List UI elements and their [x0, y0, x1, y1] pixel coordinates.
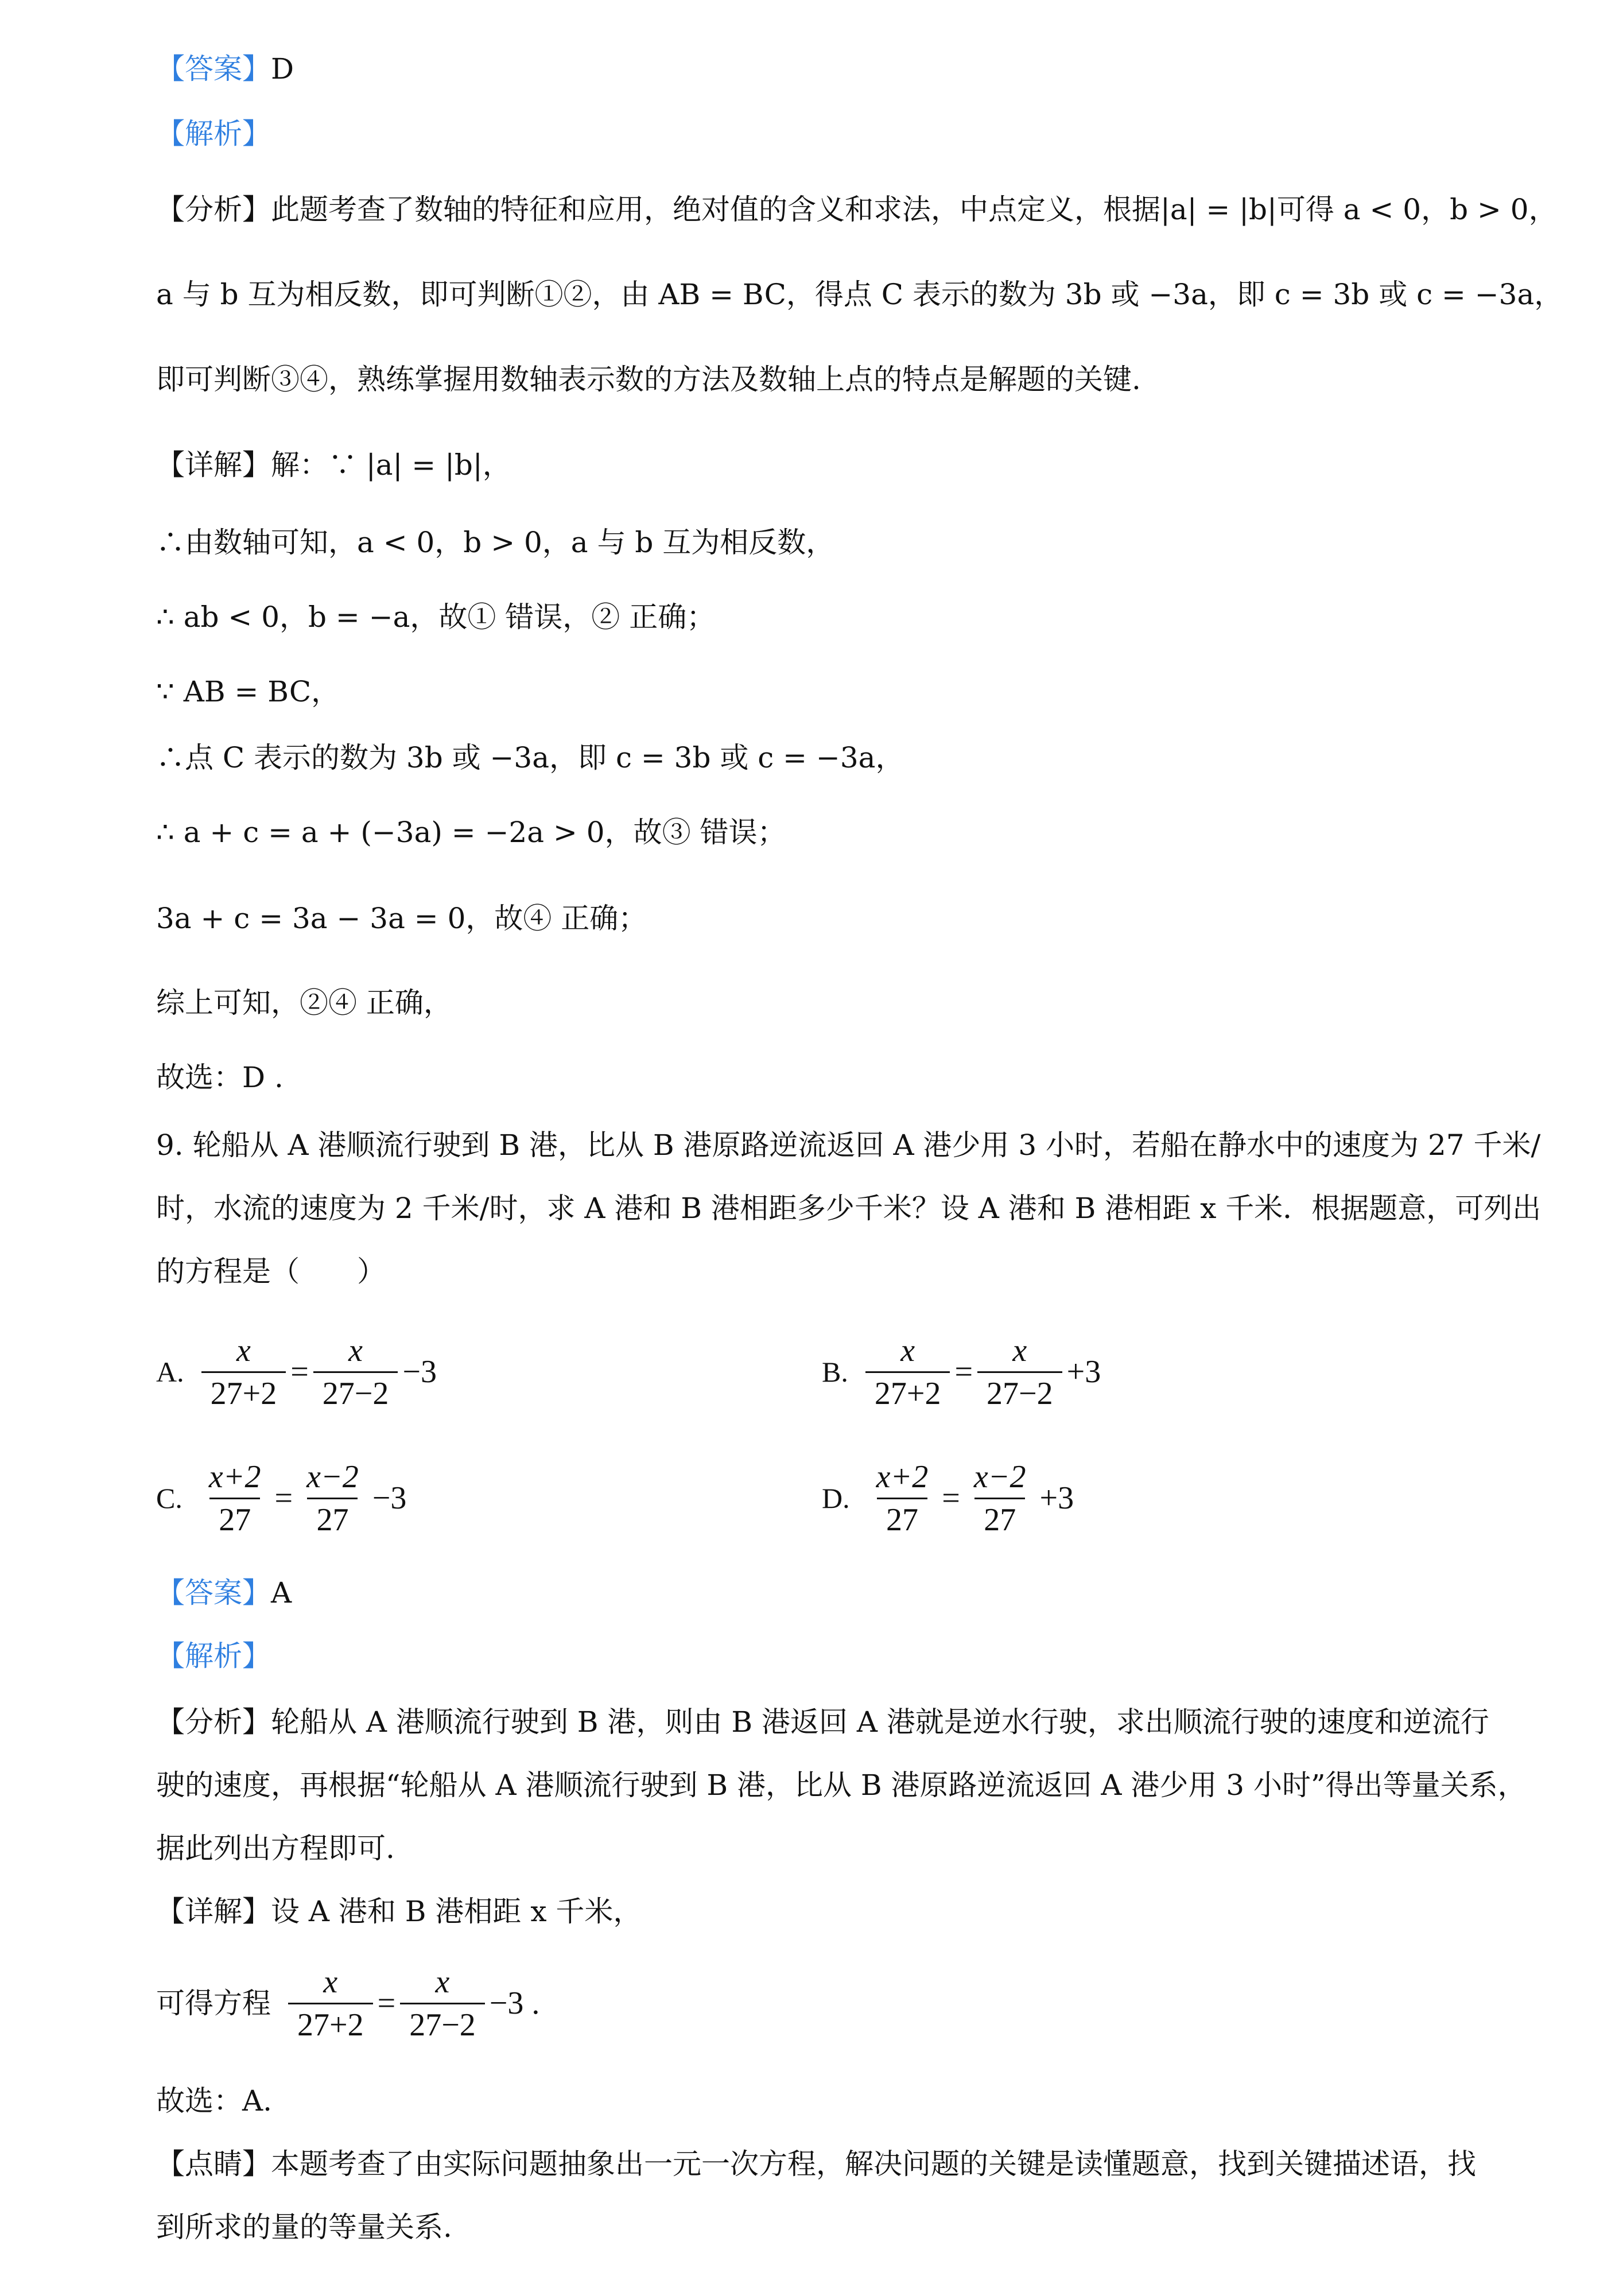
q8-detail-5: ∴点 C 表示的数为 3b 或 −3a，即 c = 3b 或 c = −3a， — [156, 741, 904, 774]
q8-fenxi-1: 【分析】此题考查了数轴的特征和应用，绝对值的含义和求法，中点定义，根据|a| = |b|可得 a < 0，b > 0， — [156, 193, 1558, 226]
fraction: $\frac{x}{27-2}$ — [977, 1330, 1062, 1414]
fraction: $\frac{x}{27-2}$ — [313, 1330, 398, 1414]
analysis-tag: 【解析】 — [156, 1639, 271, 1673]
q9-stem-1: 9. 轮船从 A 港顺流行驶到 B 港，比从 B 港原路逆流返回 A 港少用 3 小时，若船在静水中的速度为 27 千米/ — [156, 1128, 1541, 1162]
q8-detail-8: 综上可知，②④ 正确， — [156, 986, 452, 1019]
answer-tag: 【答案】 — [156, 1576, 271, 1609]
option-a: A. $\frac{x}{27+2}$ = $\frac{x}{27-2}$ −3 — [156, 1326, 437, 1418]
q9-dianjing-2: 到所求的量的等量关系. — [156, 2210, 452, 2244]
q8-fenxi-3: 即可判断③④，熟练掌握用数轴表示数的方法及数轴上点的特点是解题的关键. — [156, 363, 1141, 396]
q8-detail-4: ∵ AB = BC， — [156, 675, 340, 708]
answer-value: D — [271, 52, 294, 86]
q8-fenxi-2: a 与 b 互为相反数，即可判断①②，由 AB = BC，得点 C 表示的数为 3b 或 −3a，即 c = 3b 或 c = −3a， — [156, 278, 1563, 311]
fraction: $\frac{x}{27+2}$ — [201, 1330, 286, 1414]
q9-stem-2: 时，水流的速度为 2 千米/时，求 A 港和 B 港相距多少千米？设 A 港和 B 港相距 x 千米．根据题意，可列出 — [156, 1192, 1542, 1225]
q9-answer-line — [156, 1573, 292, 1613]
q8-detail-2: ∴由数轴可知，a < 0，b > 0，a 与 b 互为相反数， — [156, 526, 835, 559]
fraction: $\frac{x+2}{27}$ — [200, 1456, 270, 1541]
q8-detail-1: 【详解】解：∵ |a| = |b|， — [156, 448, 511, 482]
q9-choose: 故选：A. — [156, 2084, 273, 2117]
q9-equation: 可得方程 $\frac{x}{27+2}$ = $\frac{x}{27-2}$ −3 . — [156, 1957, 539, 2049]
q9-detail-intro: 【详解】设 A 港和 B 港相距 x 千米， — [156, 1895, 642, 1928]
fraction: $\frac{x-2}{27}$ — [965, 1456, 1035, 1541]
analysis-tag: 【解析】 — [156, 117, 271, 150]
q9-fenxi-3: 据此列出方程即可. — [156, 1832, 395, 1865]
option-b: B. $\frac{x}{27+2}$ = $\frac{x}{27-2}$ +3 — [822, 1326, 1101, 1418]
fraction: $\frac{x}{27+2}$ — [288, 1961, 373, 2046]
fraction: $\frac{x-2}{27}$ — [297, 1456, 368, 1541]
fraction: $\frac{x+2}{27}$ — [867, 1456, 938, 1541]
answer-tag: 【答案】 — [156, 52, 271, 86]
fraction: $\frac{x}{27+2}$ — [865, 1330, 950, 1414]
q8-detail-9: 故选：D . — [156, 1061, 284, 1094]
q9-fenxi-1: 【分析】轮船从 A 港顺流行驶到 B 港，则由 B 港返回 A 港就是逆水行驶，求出顺流行驶的速度和逆流行 — [156, 1705, 1489, 1739]
q9-fenxi-2: 驶的速度，再根据“轮船从 A 港顺流行驶到 B 港，比从 B 港原路逆流返回 A 港少用 3 小时”得出等量关系， — [156, 1768, 1527, 1802]
q8-detail-6: ∴ a + c = a + (−3a) = −2a > 0，故③ 错误； — [156, 816, 786, 849]
option-c: C. $\frac{x+2}{27}$ = $\frac{x-2}{27}$ −3 — [156, 1452, 406, 1544]
q8-detail-7: 3a + c = 3a − 3a = 0，故④ 正确； — [156, 902, 647, 935]
q8-answer-line — [156, 49, 294, 89]
fraction: $\frac{x}{27-2}$ — [400, 1961, 485, 2046]
q9-dianjing-1: 【点睛】本题考查了由实际问题抽象出一元一次方程，解决问题的关键是读懂题意，找到关键描述语，找 — [156, 2147, 1476, 2181]
option-d: D. $\frac{x+2}{27}$ = $\frac{x-2}{27}$ +3 — [822, 1452, 1074, 1544]
q8-detail-3: ∴ ab < 0，b = −a，故① 错误，② 正确； — [156, 600, 716, 634]
answer-value: A — [271, 1576, 292, 1609]
q9-stem-3: 的方程是（ ） — [156, 1255, 386, 1288]
